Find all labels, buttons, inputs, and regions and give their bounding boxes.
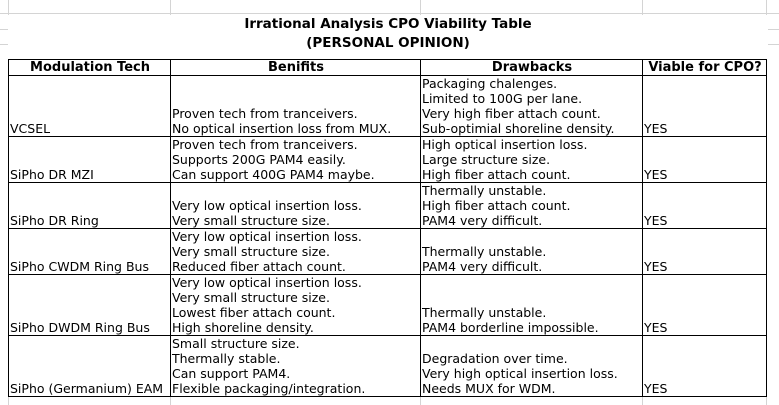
drawbacks-line: Very high optical insertion loss. [422, 366, 618, 381]
cell-viable[interactable] [643, 76, 767, 137]
header-cell-drawbacks[interactable]: Drawbacks [421, 60, 643, 76]
cpo-viability-table [8, 59, 767, 397]
drawbacks-line: Thermally unstable. [422, 244, 547, 259]
benefits-line: Can support 400G PAM4 maybe. [172, 167, 375, 182]
header-cell-viable[interactable]: Viable for CPO? [643, 60, 767, 76]
cell-modulation-tech[interactable] [9, 183, 171, 229]
cell-drawbacks[interactable] [421, 183, 643, 229]
table-row [9, 229, 767, 275]
cell-viable[interactable] [643, 336, 767, 397]
benefits-line: Thermally stable. [172, 351, 281, 366]
benefits-line: Proven tech from tranceivers. [172, 106, 358, 121]
drawbacks-line: Thermally unstable. [422, 183, 547, 198]
cell-viable[interactable] [643, 275, 767, 336]
drawbacks-line: Sub-optimial shoreline density. [422, 121, 615, 136]
drawbacks-line: PAM4 borderline impossible. [422, 320, 599, 335]
benefits-line: Very small structure size. [172, 244, 330, 259]
table-row [9, 336, 767, 397]
benefits-line: Small structure size. [172, 336, 300, 351]
cell-benefits[interactable] [171, 336, 421, 397]
drawbacks-line: PAM4 very difficult. [422, 213, 543, 228]
tech-name: SiPho (Germanium) EAM [10, 381, 164, 396]
gridline [0, 13, 779, 14]
viable-value: YES [644, 121, 668, 136]
cell-modulation-tech[interactable] [9, 76, 171, 137]
cell-modulation-tech[interactable] [9, 137, 171, 183]
tech-name: SiPho DR MZI [10, 167, 94, 182]
title-line-2: (PERSONAL OPINION) [306, 35, 470, 51]
cell-modulation-tech[interactable] [9, 275, 171, 336]
viable-value: YES [644, 167, 668, 182]
drawbacks-line: Limited to 100G per lane. [422, 91, 583, 106]
viable-value: YES [644, 381, 668, 396]
tech-name: SiPho DR Ring [10, 213, 99, 228]
drawbacks-line: Packaging chalenges. [422, 76, 558, 91]
drawbacks-line: High optical insertion loss. [422, 137, 588, 152]
cell-benefits[interactable] [171, 229, 421, 275]
drawbacks-line: High fiber attach count. [422, 167, 571, 182]
tech-name: SiPho CWDM Ring Bus [10, 259, 149, 274]
cell-benefits[interactable] [171, 76, 421, 137]
cell-drawbacks[interactable] [421, 76, 643, 137]
benefits-line: Lowest fiber attach count. [172, 305, 336, 320]
cell-viable[interactable] [643, 183, 767, 229]
header-cell-benefits[interactable]: Benifits [171, 60, 421, 76]
header-cell-modulation-tech[interactable]: Modulation Tech [9, 60, 171, 76]
tech-name: VCSEL [10, 121, 51, 136]
benefits-line: Proven tech from tranceivers. [172, 137, 358, 152]
cell-benefits[interactable] [171, 137, 421, 183]
drawbacks-line: PAM4 very difficult. [422, 259, 543, 274]
title-line-1: Irrational Analysis CPO Viability Table [244, 16, 532, 32]
benefits-line: Supports 200G PAM4 easily. [172, 152, 346, 167]
table-row [9, 183, 767, 229]
cell-modulation-tech[interactable] [9, 229, 171, 275]
cell-modulation-tech[interactable] [9, 336, 171, 397]
viable-value: YES [644, 213, 668, 228]
drawbacks-line: Degradation over time. [422, 351, 568, 366]
benefits-line: No optical insertion loss from MUX. [172, 121, 392, 136]
drawbacks-line: Very high fiber attach count. [422, 106, 601, 121]
benefits-line: Reduced fiber attach count. [172, 259, 346, 274]
benefits-line: Very low optical insertion loss. [172, 229, 362, 244]
table-row [9, 275, 767, 336]
cell-drawbacks[interactable] [421, 275, 643, 336]
viable-value: YES [644, 259, 668, 274]
viable-value: YES [644, 320, 668, 335]
cell-viable[interactable] [643, 137, 767, 183]
drawbacks-line: Thermally unstable. [422, 305, 547, 320]
benefits-line: Can support PAM4. [172, 366, 291, 381]
cell-drawbacks[interactable] [421, 137, 643, 183]
tech-name: SiPho DWDM Ring Bus [10, 320, 150, 335]
header-row [9, 60, 767, 76]
cell-drawbacks[interactable] [421, 336, 643, 397]
benefits-line: Flexible packaging/integration. [172, 381, 366, 396]
drawbacks-line: High fiber attach count. [422, 198, 571, 213]
table-row [9, 137, 767, 183]
table-title[interactable] [8, 15, 768, 60]
drawbacks-line: Large structure size. [422, 152, 551, 167]
cell-drawbacks[interactable] [421, 229, 643, 275]
benefits-line: Very small structure size. [172, 213, 330, 228]
cell-benefits[interactable] [171, 183, 421, 229]
benefits-line: Very low optical insertion loss. [172, 275, 362, 290]
cell-benefits[interactable] [171, 275, 421, 336]
drawbacks-line: Needs MUX for WDM. [422, 381, 556, 396]
benefits-line: Very low optical insertion loss. [172, 198, 362, 213]
table-row [9, 76, 767, 137]
benefits-line: Very small structure size. [172, 290, 330, 305]
benefits-line: High shoreline density. [172, 320, 314, 335]
cell-viable[interactable] [643, 229, 767, 275]
